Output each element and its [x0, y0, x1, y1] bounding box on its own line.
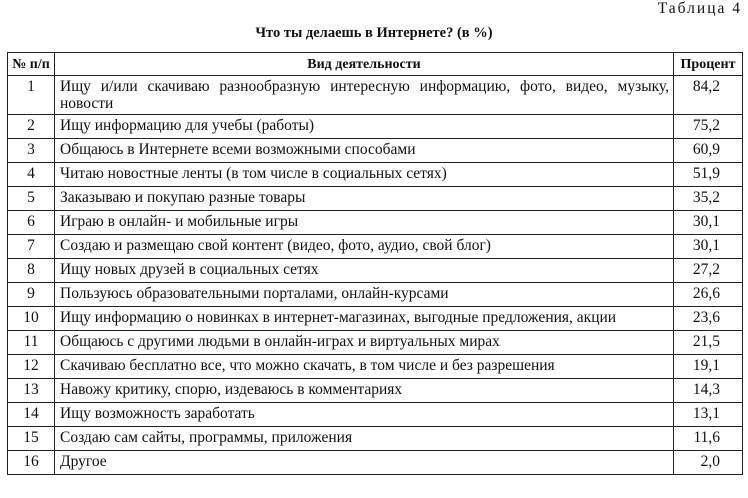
table-row: [8, 331, 743, 355]
table-title: Что ты делаешь в Интернете? (в %): [255, 25, 493, 41]
row-activity: Читаю новостные ленты (в том числе в социальных сетях): [55, 163, 674, 187]
activity-table: [7, 52, 743, 475]
row-number: 4: [8, 163, 55, 187]
table-header-row: [8, 53, 743, 76]
header-number: № п/п: [8, 53, 55, 76]
row-number: 1: [8, 76, 55, 115]
row-number: 16: [8, 451, 55, 475]
row-number: 7: [8, 235, 55, 259]
header-activity: Вид деятельности: [55, 53, 674, 76]
table-row: [8, 355, 743, 379]
table-row: [8, 115, 743, 139]
row-number: 14: [8, 403, 55, 427]
row-percent: 11,6: [674, 427, 743, 451]
table-row: [8, 379, 743, 403]
row-percent: 2,0: [674, 451, 743, 475]
row-number: 12: [8, 355, 55, 379]
table-row: [8, 283, 743, 307]
row-activity: Ищу и/или скачиваю разнообразную интересную информацию, фото, видео, музыку, новости: [55, 76, 674, 115]
row-percent: 14,3: [674, 379, 743, 403]
row-number: 11: [8, 331, 55, 355]
row-percent: 21,5: [674, 331, 743, 355]
row-number: 6: [8, 211, 55, 235]
row-percent: 30,1: [674, 211, 743, 235]
table-row: [8, 451, 743, 475]
table-row: [8, 163, 743, 187]
table-number-label: Таблица 4: [657, 0, 742, 17]
row-activity: Навожу критику, спорю, издеваюсь в комментариях: [55, 379, 674, 403]
row-number: 13: [8, 379, 55, 403]
row-percent: 19,1: [674, 355, 743, 379]
row-activity: Создаю и размещаю свой контент (видео, фото, аудио, свой блог): [55, 235, 674, 259]
row-percent: 30,1: [674, 235, 743, 259]
table-row: [8, 235, 743, 259]
row-activity: Общаюсь в Интернете всеми возможными способами: [55, 139, 674, 163]
table-row: [8, 403, 743, 427]
row-number: 10: [8, 307, 55, 331]
table-row: [8, 76, 743, 115]
row-percent: 60,9: [674, 139, 743, 163]
row-percent: 84,2: [674, 76, 743, 115]
row-percent: 26,6: [674, 283, 743, 307]
row-percent: 51,9: [674, 163, 743, 187]
table-row: [8, 307, 743, 331]
row-number: 2: [8, 115, 55, 139]
row-percent: 75,2: [674, 115, 743, 139]
row-number: 8: [8, 259, 55, 283]
row-number: 5: [8, 187, 55, 211]
row-percent: 13,1: [674, 403, 743, 427]
table-row: [8, 259, 743, 283]
row-percent: 23,6: [674, 307, 743, 331]
header-percent: Процент: [674, 53, 743, 76]
row-percent: 27,2: [674, 259, 743, 283]
row-number: 15: [8, 427, 55, 451]
table-row: [8, 211, 743, 235]
row-number: 3: [8, 139, 55, 163]
row-percent: 35,2: [674, 187, 743, 211]
row-activity: Общаюсь с другими людьми в онлайн-играх и виртуальных мирах: [55, 331, 674, 355]
row-activity: Играю в онлайн- и мобильные игры: [55, 211, 674, 235]
row-activity: Ищу возможность заработать: [55, 403, 674, 427]
table-row: [8, 139, 743, 163]
row-activity: Другое: [55, 451, 674, 475]
row-activity: Скачиваю бесплатно все, что можно скачать, в том числе и без разрешения: [55, 355, 674, 379]
row-activity: Заказываю и покупаю разные товары: [55, 187, 674, 211]
table-row: [8, 187, 743, 211]
table-row: [8, 427, 743, 451]
row-activity: Ищу новых друзей в социальных сетях: [55, 259, 674, 283]
row-activity: Создаю сам сайты, программы, приложения: [55, 427, 674, 451]
row-activity: Ищу информацию о новинках в интернет-магазинах, выгодные предложения, акции: [55, 307, 674, 331]
row-activity: Ищу информацию для учебы (работы): [55, 115, 674, 139]
row-activity: Пользуюсь образовательными порталами, онлайн-курсами: [55, 283, 674, 307]
row-number: 9: [8, 283, 55, 307]
